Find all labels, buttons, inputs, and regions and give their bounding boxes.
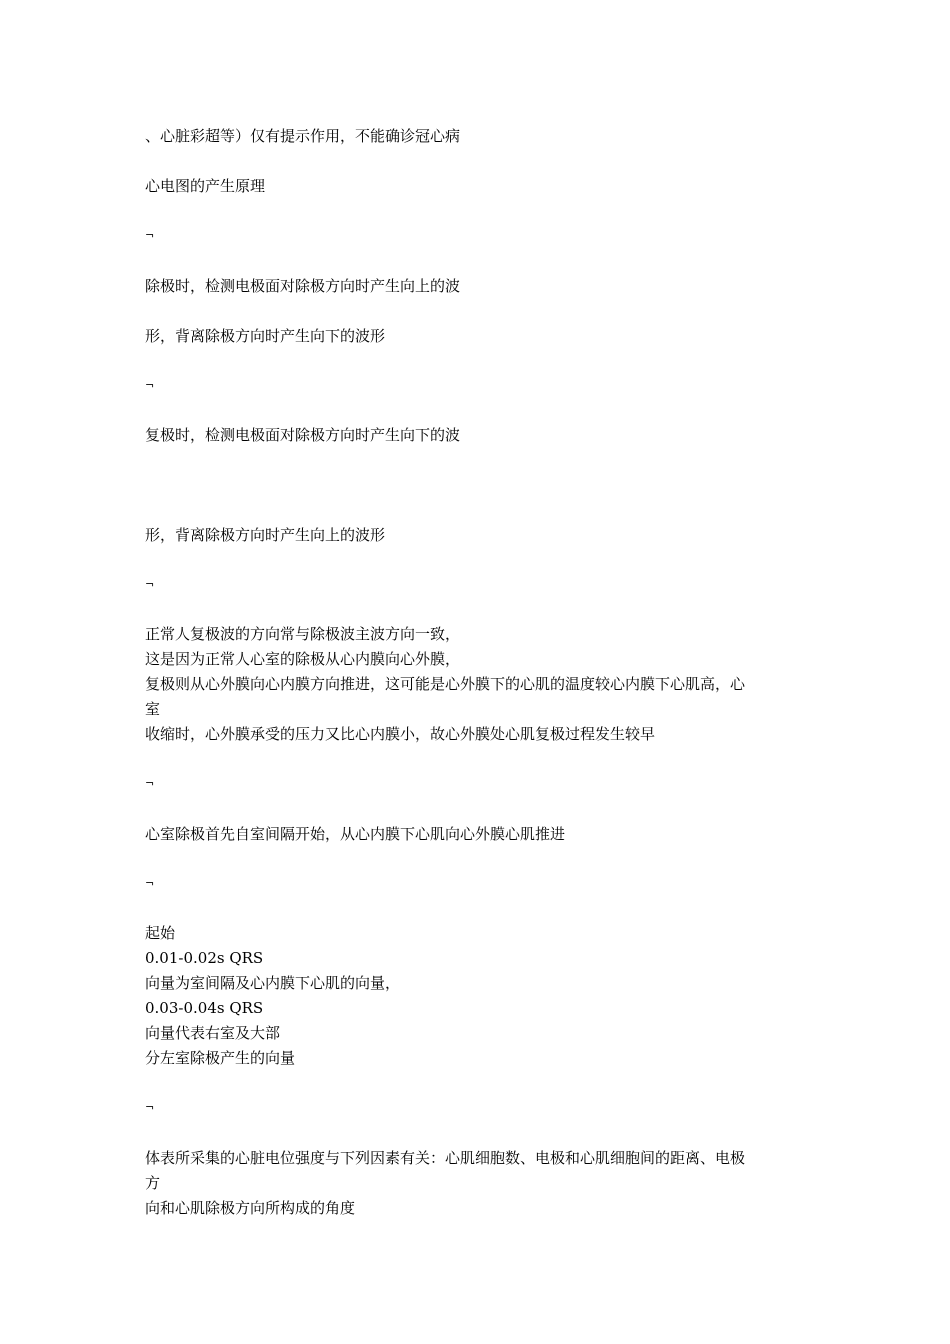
separator-mark: ¬ <box>145 379 155 392</box>
paragraph-line: 起始 <box>145 924 176 942</box>
paragraph-line: 这是因为正常人心室的除极从心内膜向心外膜， <box>145 650 461 668</box>
paragraph-line: 方 <box>145 1174 161 1192</box>
separator-mark: ¬ <box>145 578 155 591</box>
paragraph-line: 向量代表右室及大部 <box>145 1024 281 1042</box>
paragraph-line: 正常人复极波的方向常与除极波主波方向一致， <box>145 625 461 643</box>
section-heading: 心电图的产生原理 <box>145 177 266 195</box>
paragraph-line: 室 <box>145 700 161 718</box>
paragraph-line: 形，背离除极方向时产生向下的波形 <box>145 327 386 345</box>
paragraph-line: 形，背离除极方向时产生向上的波形 <box>145 526 386 544</box>
paragraph-line: 、心脏彩超等）仅有提示作用，不能确诊冠心病 <box>145 127 461 145</box>
separator-mark: ¬ <box>145 777 155 790</box>
paragraph-line: 分左室除极产生的向量 <box>145 1049 296 1067</box>
paragraph-line: 复极时，检测电极面对除极方向时产生向下的波 <box>145 426 461 444</box>
paragraph-line: 0.03-0.04s QRS <box>145 999 264 1017</box>
paragraph-line: 体表所采集的心脏电位强度与下列因素有关：心肌细胞数、电极和心肌细胞间的距离、电极 <box>145 1149 746 1167</box>
paragraph-line: 向量为室间隔及心内膜下心肌的向量， <box>145 974 401 992</box>
separator-mark: ¬ <box>145 229 155 242</box>
paragraph-line: 向和心肌除极方向所构成的角度 <box>145 1199 356 1217</box>
paragraph-line: 收缩时，心外膜承受的压力又比心内膜小，故心外膜处心肌复极过程发生较早 <box>145 725 656 743</box>
separator-mark: ¬ <box>145 1101 155 1114</box>
paragraph-line: 心室除极首先自室间隔开始，从心内膜下心肌向心外膜心肌推进 <box>145 825 566 843</box>
paragraph-line: 除极时，检测电极面对除极方向时产生向上的波 <box>145 277 461 295</box>
paragraph-line: 复极则从心外膜向心内膜方向推进，这可能是心外膜下的心肌的温度较心内膜下心肌高，心 <box>145 675 746 693</box>
separator-mark: ¬ <box>145 877 155 890</box>
paragraph-line: 0.01-0.02s QRS <box>145 949 264 967</box>
